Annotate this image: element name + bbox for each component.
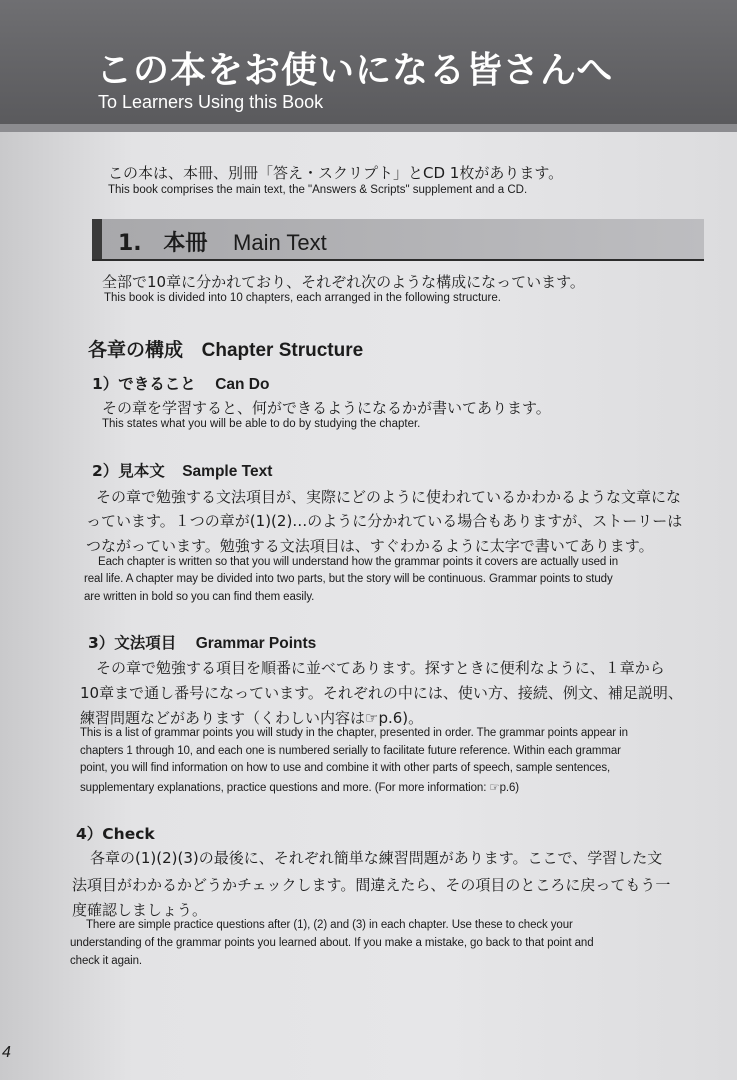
page-title: この本をお使いになる皆さんへ (96, 50, 614, 91)
item2-jp-line: その章で勉強する文法項目が、実際にどのように使われているかわかるような文章にな (96, 488, 682, 506)
item1-label: 1）できること (92, 375, 196, 393)
item2-en-label: Sample Text (182, 463, 273, 480)
item3-en-label: Grammar Points (195, 635, 317, 652)
intro-en: This book comprises the main text, the "Answers & Scripts" supplement and a CD. (108, 184, 528, 196)
item4-jp-line: 各章の(1)(2)(3)の最後に、それぞれ簡単な練習問題があります。ここで、学習した文 (90, 849, 663, 867)
chapter-structure-jp: 各章の構成 (88, 339, 184, 361)
item3-jp-line: 10章まで通し番号になっています。それぞれの中には、使い方、接続、例文、補足説明、 (80, 684, 683, 702)
section-title (118, 226, 327, 257)
item3-en-line: This is a list of grammar points you will study in the chapter, presented in order. The grammar points appear in (80, 727, 628, 739)
item3-jp-line: 練習問題などがあります（くわしい内容は☞p.6)。 (80, 709, 424, 727)
item4-jp-line: 度確認しましょう。 (72, 901, 208, 919)
item4-en-line: check it again. (70, 955, 143, 967)
item4-jp-line: 法項目がわかるかどうかチェックします。間違えたら、その項目のところに戻ってもう一 (72, 876, 671, 894)
page-subtitle: To Learners Using this Book (98, 92, 324, 112)
item2-heading (92, 459, 272, 481)
chapter-structure-en: Chapter Structure (201, 340, 364, 361)
item4-label: 4）Check (76, 825, 155, 843)
section-bar-accent (92, 219, 102, 259)
item2-jp-line: つながっています。勉強する文法項目は、すぐわかるように太字で書いてあります。 (86, 537, 654, 555)
item1-heading (92, 372, 269, 394)
item4-en-line: understanding of the grammar points you learned about. If you make a mistake, go back to that point and (70, 937, 594, 949)
item4-heading (76, 822, 155, 844)
item1-en-label: Can Do (215, 376, 270, 393)
item2-en-line: Each chapter is written so that you will understand how the grammar points it covers are actually used in (98, 556, 619, 568)
item2-label: 2）見本文 (92, 462, 165, 480)
intro-jp: この本は、本冊、別冊「答え・スクリプト」とCD 1枚があります。 (108, 164, 564, 182)
item3-jp-line: その章で勉強する項目を順番に並べてあります。探すときに便利なように、１章から (96, 659, 665, 677)
item3-en-line: point, you will find information on how to use and combine it with other parts of speech, sample sentences, (80, 762, 611, 774)
item2-en-line: real life. A chapter may be divided into two parts, but the story will be continuous. Grammar points to study (84, 573, 613, 585)
item3-en-line: supplementary explanations, practice questions and more. (For more information: ☞p.6) (80, 782, 520, 794)
item1-en: This states what you will be able to do by studying the chapter. (102, 418, 421, 430)
item2-en-line: are written in bold so you can find them easily. (84, 591, 315, 603)
page-number: 4 (2, 1044, 11, 1061)
section-en-title: Main Text (233, 230, 327, 255)
chapter-structure-heading (88, 335, 363, 362)
section-jp-title: 本冊 (163, 231, 208, 256)
section1-jp: 全部で10章に分かれており、それぞれ次のような構成になっています。 (102, 273, 585, 291)
item1-jp: その章を学習すると、何ができるようになるかが書いてあります。 (102, 399, 551, 417)
header-divider (0, 124, 737, 132)
item2-jp-line: っています。１つの章が(1)(2)…のように分かれている場合もありますが、ストーリーは (86, 512, 683, 530)
item4-en-line: There are simple practice questions after (1), (2) and (3) in each chapter. Use these to check your (86, 919, 573, 931)
section-number: 1. (118, 231, 142, 256)
section1-en: This book is divided into 10 chapters, each arranged in the following structure. (104, 292, 501, 304)
item3-label: 3）文法項目 (88, 634, 177, 652)
item3-en-line: chapters 1 through 10, and each one is numbered serially to facilitate future reference. Within each grammar (80, 745, 621, 757)
item3-heading (88, 631, 316, 653)
